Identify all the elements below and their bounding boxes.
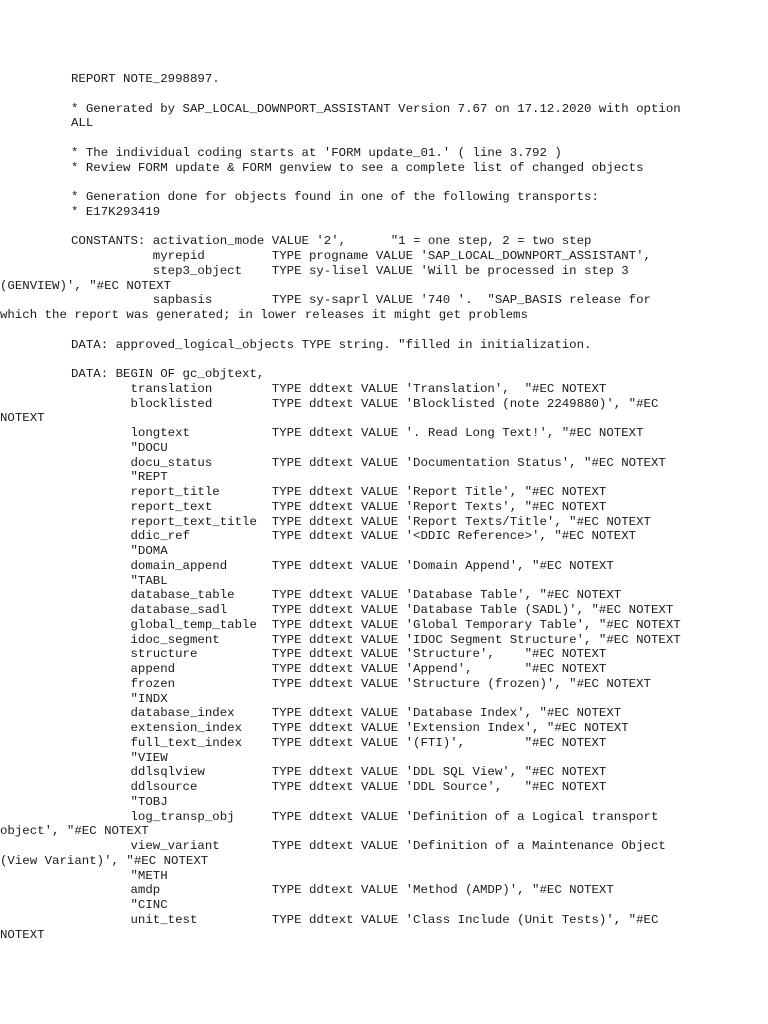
code-line: "REPT [71,470,168,485]
code-line: DATA: approved_logical_objects TYPE string. "filled in initialization. [71,337,592,352]
code-line: ddlsqlview TYPE ddtext VALUE 'DDL SQL View', "#EC NOTEXT [71,765,607,780]
code-line: report_text_title TYPE ddtext VALUE 'Report Texts/Title', "#EC NOTEXT [71,514,651,529]
code-line: report_text TYPE ddtext VALUE 'Report Texts', "#EC NOTEXT [71,499,607,514]
code-line: (View Variant)', "#EC NOTEXT [0,853,209,868]
code-line: step3_object TYPE sy-lisel VALUE 'Will be processed in step 3 [71,263,629,278]
code-line: unit_test TYPE ddtext VALUE 'Class Include (Unit Tests)', "#EC [71,912,659,927]
blank-line [71,175,761,190]
code-line: * Generation done for objects found in one of the following transports: [71,190,599,204]
blank-line [71,323,761,338]
code-line: sapbasis TYPE sy-saprl VALUE '740 '. "SAP_BASIS release for [71,293,651,308]
code-line: frozen TYPE ddtext VALUE 'Structure (frozen)', "#EC NOTEXT [71,676,651,691]
code-line: idoc_segment TYPE ddtext VALUE 'IDOC Segment Structure', "#EC NOTEXT [71,632,681,647]
code-line: view_variant TYPE ddtext VALUE 'Definition of a Maintenance Object [71,839,666,853]
code-line: docu_status TYPE ddtext VALUE 'Documentation Status', "#EC NOTEXT [71,455,666,470]
code-line: append TYPE ddtext VALUE 'Append', "#EC NOTEXT [71,662,607,676]
code-line: report_title TYPE ddtext VALUE 'Report Title', "#EC NOTEXT [71,485,607,499]
code-line: DATA: BEGIN OF gc_objtext, [71,367,265,381]
code-line: domain_append TYPE ddtext VALUE 'Domain Append', "#EC NOTEXT [71,558,614,573]
code-line: structure TYPE ddtext VALUE 'Structure', "#EC NOTEXT [71,647,607,662]
code-line: NOTEXT [0,927,45,942]
code-line: NOTEXT [0,411,45,426]
code-line: "INDX [71,691,168,706]
code-line: "CINC [71,898,168,912]
code-line: ddic_ref TYPE ddtext VALUE '<DDIC Reference>', "#EC NOTEXT [71,529,637,544]
code-line: "VIEW [71,750,168,765]
code-listing [0,72,761,942]
code-line: global_temp_table TYPE ddtext VALUE 'Global Temporary Table', "#EC NOTEXT [71,617,681,632]
code-line: "DOCU [71,440,168,455]
code-line: object', "#EC NOTEXT [0,824,149,839]
code-line: REPORT NOTE_2998897. [71,72,220,86]
code-line: ddlsource TYPE ddtext VALUE 'DDL Source', "#EC NOTEXT [71,780,607,794]
code-line: blocklisted TYPE ddtext VALUE 'Blocklisted (note 2249880)', "#EC [71,396,659,411]
code-line: "TOBJ [71,794,168,809]
code-line: amdp TYPE ddtext VALUE 'Method (AMDP)', "#EC NOTEXT [71,883,614,898]
code-line: translation TYPE ddtext VALUE 'Translation', "#EC NOTEXT [71,381,607,396]
code-line: database_sadl TYPE ddtext VALUE 'Database Table (SADL)', "#EC NOTEXT [71,603,674,617]
code-line: "METH [71,868,168,883]
code-line: which the report was generated; in lower releases it might get problems [0,308,528,322]
blank-line [71,220,761,235]
blank-line [71,131,761,146]
code-line: "TABL [71,573,168,588]
code-line: longtext TYPE ddtext VALUE '. Read Long Text!', "#EC NOTEXT [71,426,644,440]
blank-line [71,352,761,367]
code-line: myrepid TYPE progname VALUE 'SAP_LOCAL_DOWNPORT_ASSISTANT', [71,249,651,263]
code-line: log_transp_obj TYPE ddtext VALUE 'Definition of a Logical transport [71,809,659,824]
code-line: * Review FORM update & FORM genview to see a complete list of changed objects [71,160,644,175]
code-line: * The individual coding starts at 'FORM update_01.' ( line 3.792 ) [71,145,562,160]
code-line: "DOMA [71,544,168,558]
code-line: database_index TYPE ddtext VALUE 'Database Index', "#EC NOTEXT [71,706,622,721]
code-line: ALL [71,116,94,131]
code-line: CONSTANTS: activation_mode VALUE '2', "1 = one step, 2 = two step [71,234,592,249]
blank-line [71,87,761,102]
code-line: * Generated by SAP_LOCAL_DOWNPORT_ASSISTANT Version 7.67 on 17.12.2020 with option [71,101,681,116]
code-line: full_text_index TYPE ddtext VALUE '(FTI)', "#EC NOTEXT [71,735,607,750]
code-line: (GENVIEW)', "#EC NOTEXT [0,278,172,293]
code-line: database_table TYPE ddtext VALUE 'Database Table', "#EC NOTEXT [71,588,622,603]
code-line: * E17K293419 [71,204,161,219]
code-line: extension_index TYPE ddtext VALUE 'Extension Index', "#EC NOTEXT [71,721,629,735]
